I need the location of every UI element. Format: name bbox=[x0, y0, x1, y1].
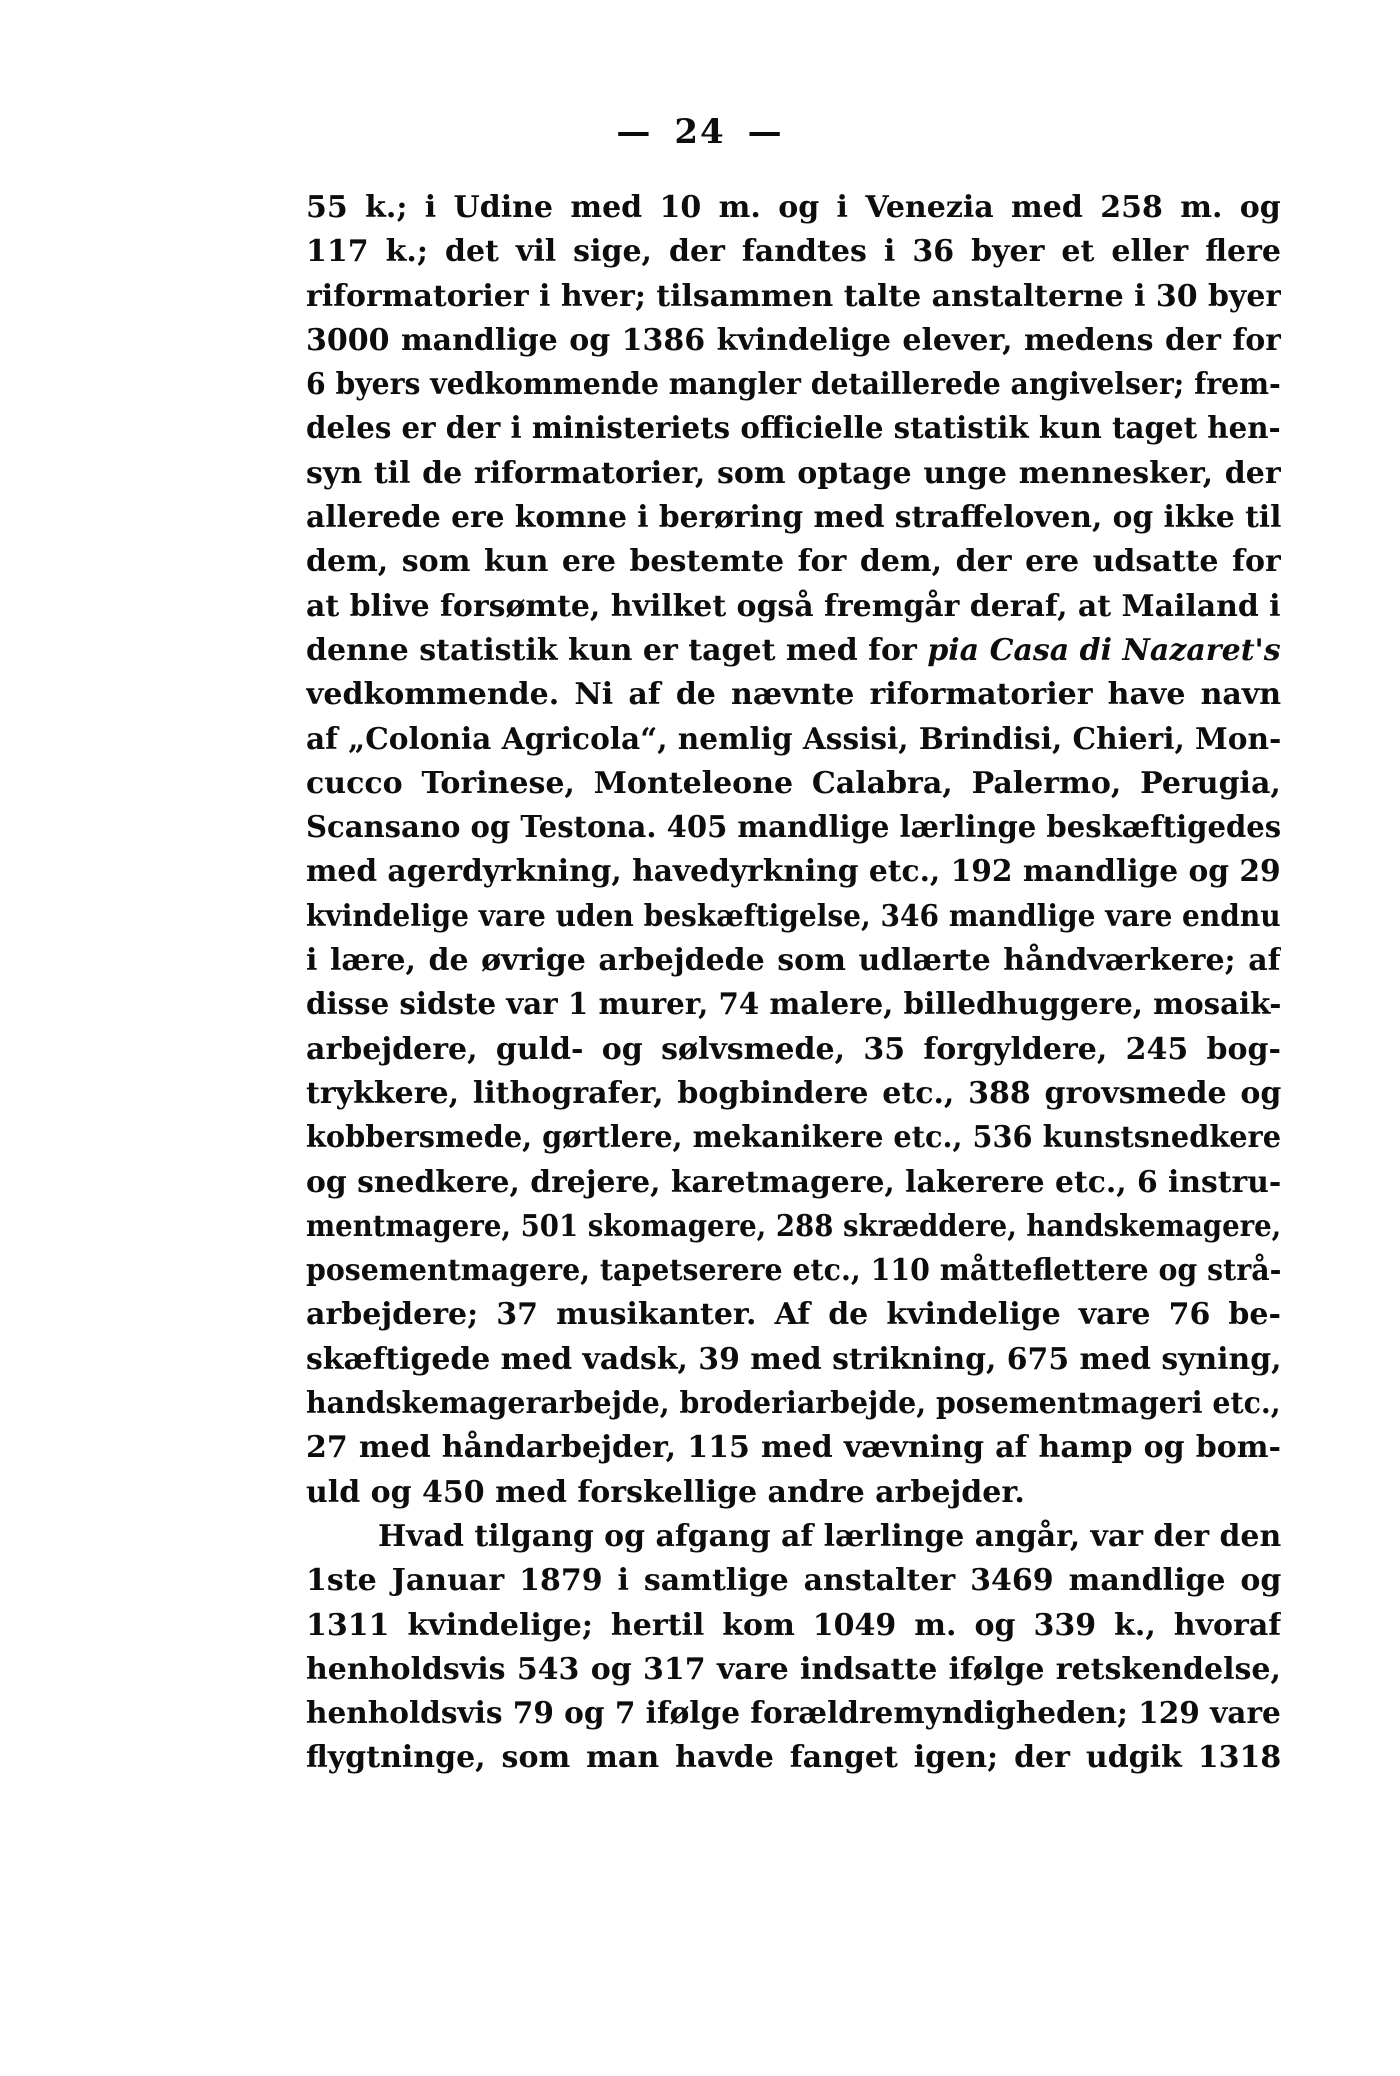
header-dash-right: — bbox=[747, 112, 784, 152]
text-line: 1ste Januar 1879 i samtlige anstalter 3469 mandlige og bbox=[306, 1563, 1281, 1599]
text-line: dem, som kun ere bestemte for dem, der ere udsatte for bbox=[306, 544, 1281, 580]
text-line: i lære, de øvrige arbejdede som udlærte håndværkere; af bbox=[306, 943, 1281, 979]
text-line: 55 k.; i Udine med 10 m. og i Venezia med 258 m. og bbox=[306, 190, 1281, 225]
text-line: Scansano og Testona. 405 mandlige lærlinge beskæftigedes bbox=[306, 810, 1281, 846]
italic-title: pia Casa di Nazaret's bbox=[927, 632, 1281, 668]
text-line: arbejdere, guld- og sølvsmede, 35 forgyldere, 245 bog- bbox=[306, 1031, 1281, 1067]
text-line: disse sidste var 1 murer, 74 malere, billedhuggere, mosaik- bbox=[306, 987, 1281, 1023]
text-line: mentmagere, 501 skomagere, 288 skræddere, handskemagere, bbox=[306, 1208, 1281, 1244]
text-line: henholdsvis 543 og 317 vare indsatte ifølge retskendelse, bbox=[306, 1651, 1281, 1687]
text-line: posementmagere, tapetserere etc., 110 måtteflettere og strå- bbox=[306, 1253, 1281, 1289]
text-line: med agerdyrkning, havedyrkning etc., 192 mandlige og 29 bbox=[306, 854, 1281, 890]
text-line: af „Colonia Agricola“, nemlig Assisi, Brindisi, Chieri, Mon- bbox=[306, 721, 1281, 757]
text-line: syn til de riformatorier, som optage unge mennesker, der bbox=[306, 455, 1281, 491]
text-line: kobbersmede, gørtlere, mekanikere etc., 536 kunstsnedkere bbox=[306, 1120, 1281, 1156]
text-line: vedkommende. Ni af de nævnte riformatorier have navn bbox=[306, 677, 1281, 713]
header-dash-left: — bbox=[616, 112, 653, 152]
text-line: allerede ere komne i berøring med straffeloven, og ikke til bbox=[306, 500, 1281, 536]
text-line: denne statistik kun er taget med for pia Casa di Nazaret's bbox=[306, 632, 1281, 668]
text-line: Hvad tilgang og afgang af lærlinge angår, var der den bbox=[378, 1518, 1281, 1554]
text-line: 3000 mandlige og 1386 kvindelige elever, medens der for bbox=[306, 322, 1281, 358]
text-line: henholdsvis 79 og 7 ifølge forældremyndigheden; 129 vare bbox=[306, 1696, 1281, 1732]
text-line: handskemagerarbejde, broderiarbejde, posementmageri etc., bbox=[306, 1386, 1281, 1422]
text-line: og snedkere, drejere, karetmagere, lakerere etc., 6 instru- bbox=[306, 1164, 1281, 1200]
text-line: deles er der i ministeriets officielle statistik kun taget hen- bbox=[306, 411, 1281, 447]
text-line: trykkere, lithografer, bogbindere etc., 388 grovsmede og bbox=[306, 1075, 1281, 1111]
text-line: riformatorier i hver; tilsammen talte anstalterne i 30 byer bbox=[306, 278, 1281, 314]
page-header bbox=[0, 112, 1400, 152]
text-line: cucco Torinese, Monteleone Calabra, Palermo, Perugia, bbox=[306, 765, 1281, 801]
text-line: uld og 450 med forskellige andre arbejder. bbox=[306, 1474, 1025, 1510]
text-line: skæftigede med vadsk, 39 med strikning, 675 med syning, bbox=[306, 1341, 1281, 1377]
text-line: kvindelige vare uden beskæftigelse, 346 mandlige vare endnu bbox=[306, 898, 1281, 934]
page-number: 24 bbox=[674, 112, 726, 152]
text-line: arbejdere; 37 musikanter. Af de kvindelige vare 76 be- bbox=[306, 1297, 1281, 1333]
text-line: flygtninge, som man havde fanget igen; der udgik 1318 bbox=[306, 1740, 1281, 1776]
text-line: at blive forsømte, hvilket også fremgår deraf, at Mailand i bbox=[306, 588, 1281, 624]
body-text bbox=[306, 186, 1281, 1781]
text-line: 1311 kvindelige; hertil kom 1049 m. og 339 k., hvoraf bbox=[306, 1607, 1281, 1643]
text-line: 27 med håndarbejder, 115 med vævning af hamp og bom- bbox=[306, 1430, 1281, 1466]
text-line: 117 k.; det vil sige, der fandtes i 36 byer et eller flere bbox=[306, 234, 1281, 270]
text-line: 6 byers vedkommende mangler detaillerede angivelser; frem- bbox=[306, 367, 1281, 403]
